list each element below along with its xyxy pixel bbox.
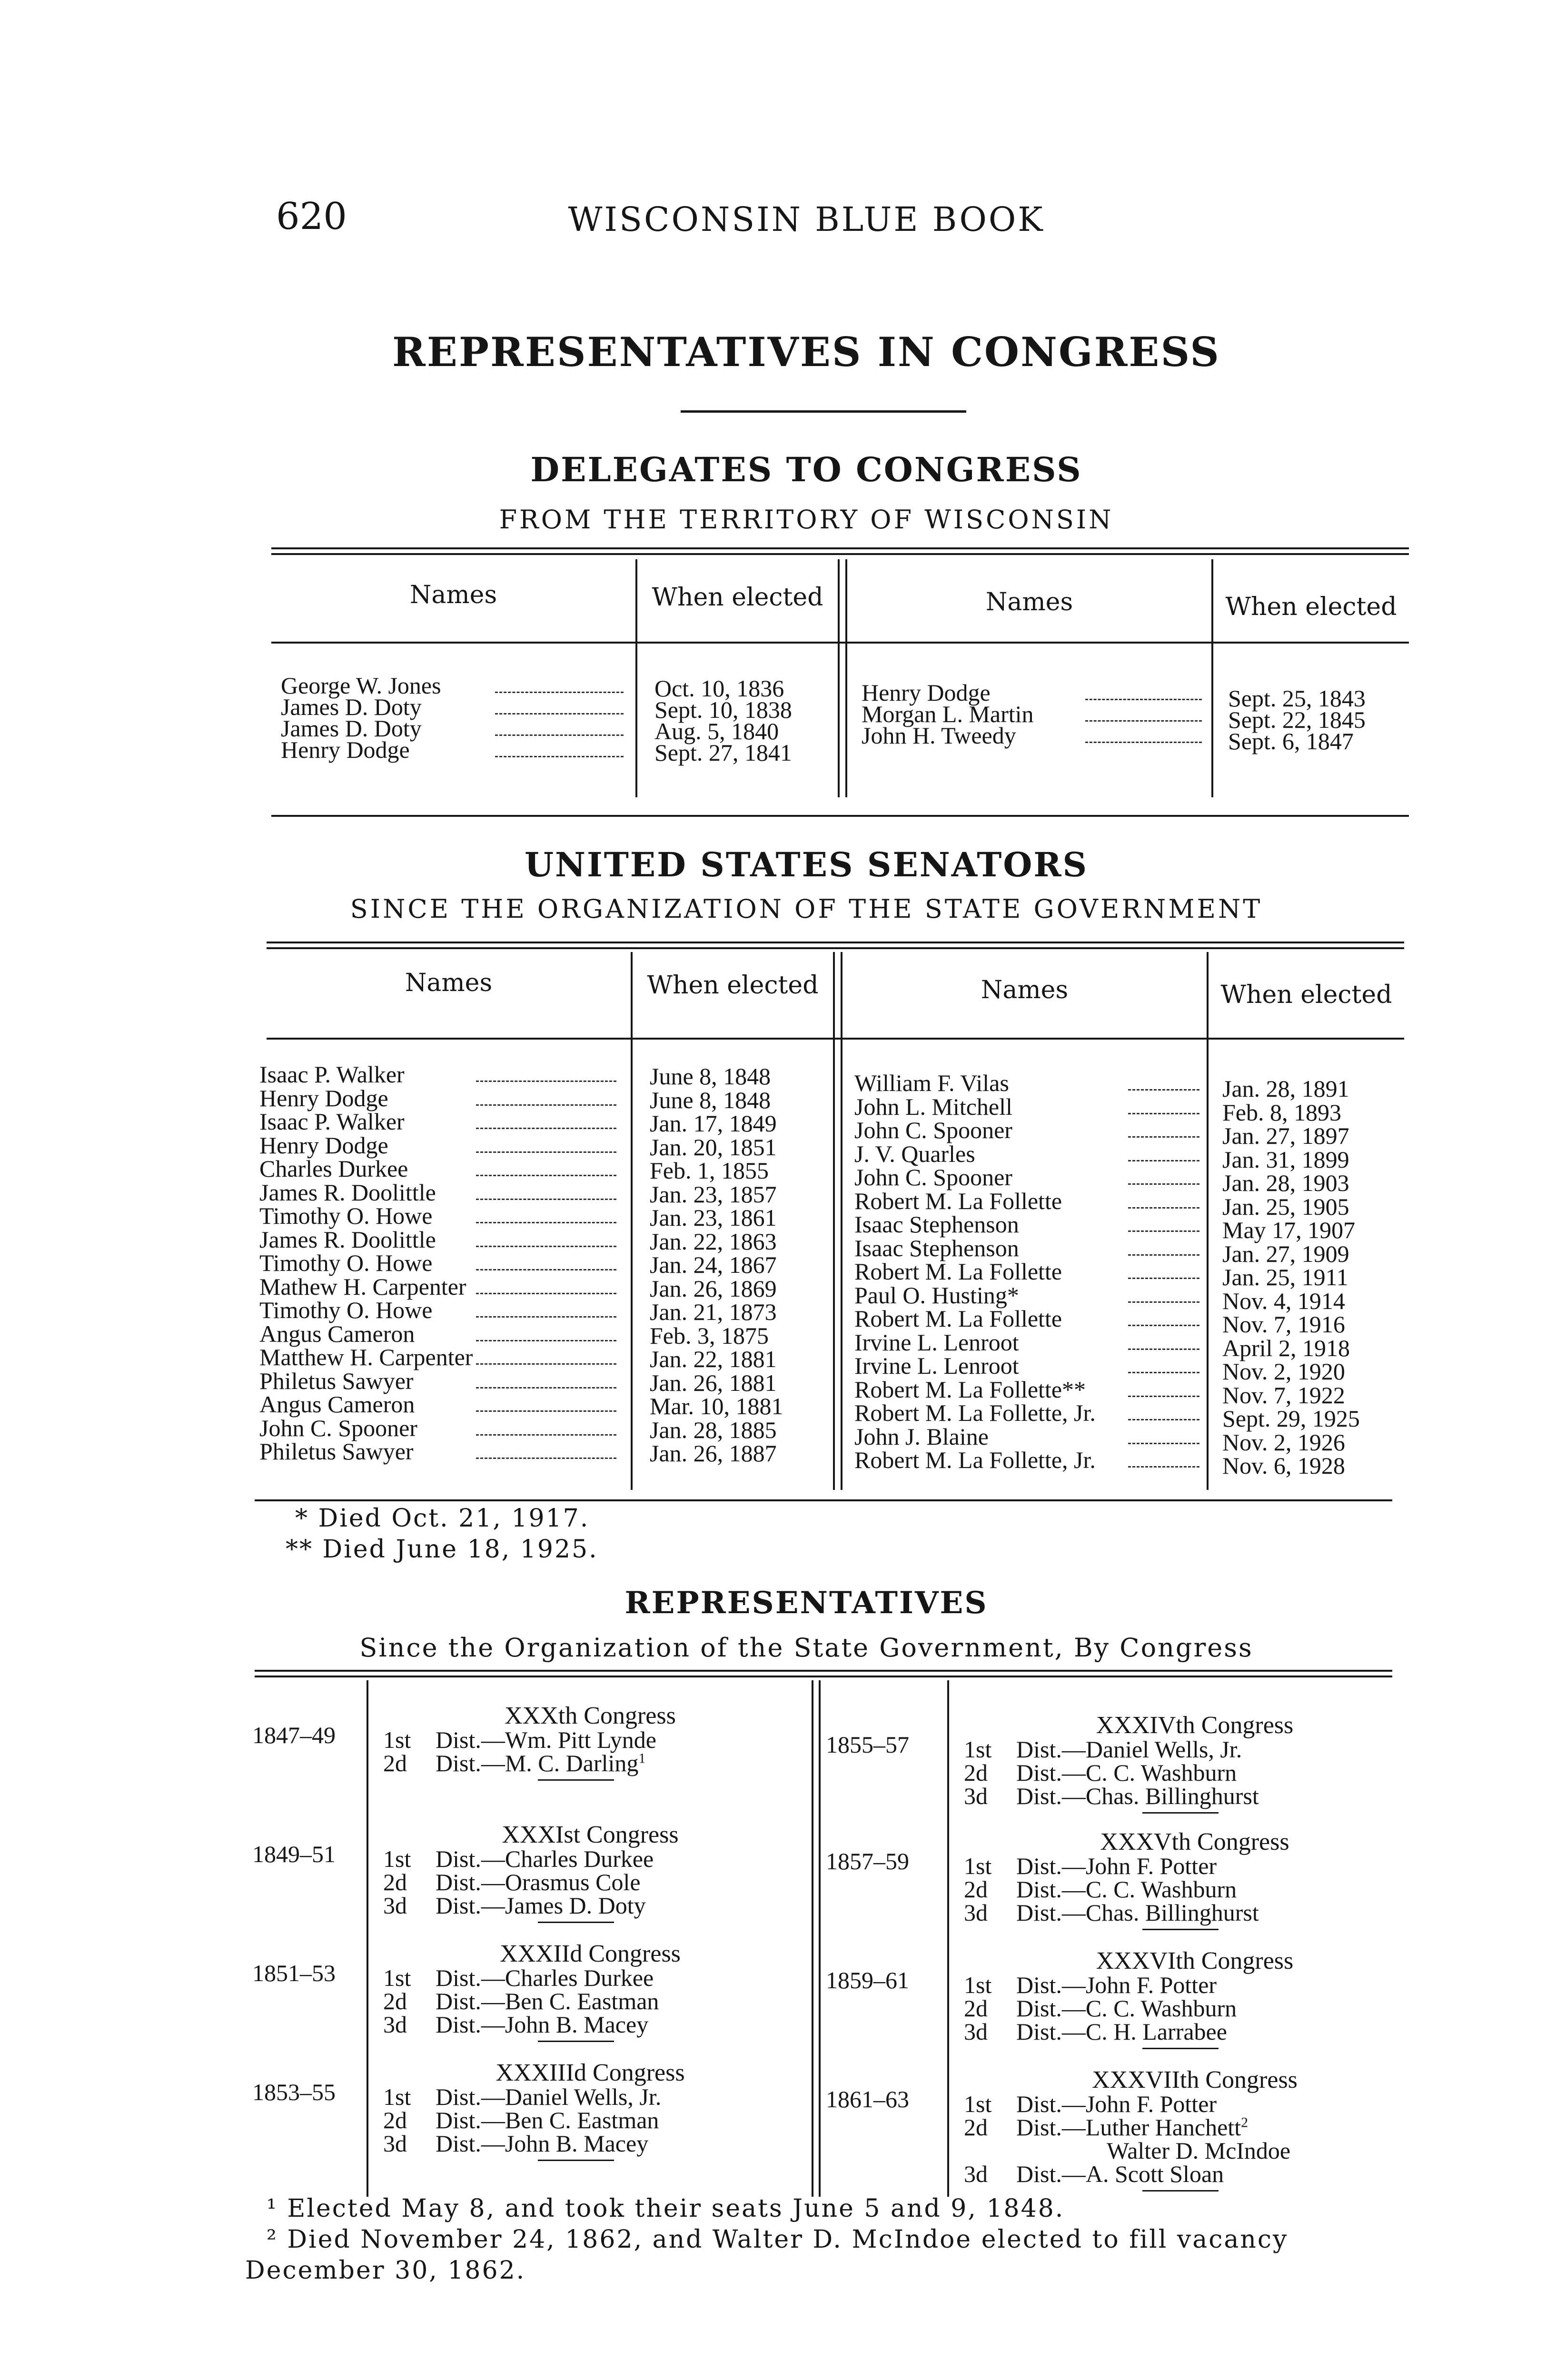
leader-dots	[476, 1175, 616, 1176]
senator-name: William F. Vilas	[854, 1070, 1009, 1096]
leader-dots	[476, 1222, 616, 1223]
senator-name: Robert M. La Follette	[854, 1258, 1062, 1285]
district-number: 2d	[383, 1988, 407, 2014]
senator-name: Philetus Sawyer	[259, 1367, 414, 1394]
senator-name: Henry Dodge	[259, 1084, 388, 1111]
senator-date: Nov. 7, 1922	[1222, 1381, 1345, 1408]
senators-col-elected-left: When elected	[647, 971, 819, 1000]
leader-dots	[1128, 1160, 1199, 1161]
delegates-subtitle: FROM THE TERRITORY OF WISCONSIN	[499, 505, 1114, 535]
leader-dots	[1128, 1419, 1199, 1420]
reps-footnote-2: ² Died November 24, 1862, and Walter D. McIndoe elected to fill vacancy	[267, 2225, 1288, 2254]
leader-dots	[476, 1269, 616, 1270]
senator-name: Timothy O. Howe	[259, 1202, 433, 1229]
senator-date: Mar. 10, 1881	[650, 1393, 783, 1419]
leader-dots	[1128, 1230, 1199, 1232]
representative-name: Dist.—Ben C. Eastman	[436, 2107, 659, 2133]
senator-name: Isaac P. Walker	[259, 1061, 405, 1088]
district-number: 3d	[964, 1899, 988, 1926]
district-number: 1st	[964, 1736, 992, 1763]
footnote-marker: 2	[1241, 2114, 1249, 2131]
representative-name: Dist.—Daniel Wells, Jr.	[1016, 1736, 1242, 1763]
district-representative	[1016, 1761, 1237, 1785]
district-number: 2d	[964, 2114, 988, 2141]
delegate-name: Henry Dodge	[862, 679, 991, 706]
representative-name: Dist.—John F. Potter	[1016, 2091, 1217, 2117]
block-divider	[538, 1922, 614, 1923]
senator-name: Isaac Stephenson	[854, 1234, 1019, 1261]
congress-years: 1857–59	[826, 1848, 909, 1874]
senator-date: June 8, 1848	[650, 1086, 771, 1113]
district-representative	[436, 2132, 648, 2155]
senator-date: Jan. 20, 1851	[650, 1133, 777, 1160]
page-number: 620	[276, 195, 347, 238]
delegate-name: James D. Doty	[281, 694, 422, 720]
title-divider	[681, 410, 966, 413]
senator-name: J. V. Quarles	[854, 1140, 975, 1167]
senator-date: Jan. 26, 1869	[650, 1275, 777, 1302]
district-representative	[436, 1751, 645, 1775]
senator-date: Jan. 27, 1909	[1222, 1240, 1349, 1267]
congress-heading: XXXIVth Congress	[1096, 1712, 1294, 1739]
leader-dots	[1128, 1466, 1199, 1468]
senator-name: Matthew H. Carpenter	[259, 1344, 473, 1370]
congress-heading: XXXIst Congress	[502, 1821, 679, 1848]
representative-name: Dist.—A. Scott Sloan	[1016, 2161, 1224, 2187]
district-representative	[436, 1870, 641, 1894]
senator-name: Robert M. La Follette	[854, 1187, 1062, 1214]
senators-title: UNITED STATES SENATORS	[524, 845, 1089, 884]
delegate-name: Henry Dodge	[281, 736, 410, 763]
senator-date: Jan. 26, 1881	[650, 1369, 777, 1396]
leader-dots	[476, 1340, 616, 1341]
delegate-date: Sept. 25, 1843	[1228, 685, 1366, 712]
district-representative	[1016, 1877, 1237, 1901]
senator-name: Robert M. La Follette**	[854, 1376, 1086, 1403]
leader-dots	[495, 692, 624, 693]
district-number: 3d	[964, 1783, 988, 1809]
leader-dots	[495, 734, 624, 736]
representative-name: Dist.—M. C. Darling	[436, 1750, 639, 1776]
block-divider	[538, 2041, 614, 2042]
representative-name: Dist.—Chas. Billinghurst	[1016, 1783, 1259, 1809]
running-head: WISCONSIN BLUE BOOK	[568, 200, 1045, 239]
senator-name: Isaac Stephenson	[854, 1211, 1019, 1238]
senator-date: Nov. 4, 1914	[1222, 1287, 1345, 1314]
district-representative	[1016, 2115, 1248, 2139]
district-representative	[1016, 1901, 1259, 1924]
senator-date: April 2, 1918	[1222, 1334, 1350, 1361]
representative-name: Dist.—C. C. Washburn	[1016, 1995, 1237, 2022]
senator-name: Angus Cameron	[259, 1391, 415, 1418]
senator-date: Jan. 22, 1881	[650, 1346, 777, 1372]
district-number: 1st	[383, 1726, 411, 1753]
congress-years: 1859–61	[826, 1967, 909, 1993]
district-representative	[436, 1728, 656, 1752]
senator-date: Jan. 17, 1849	[650, 1110, 777, 1137]
district-number: 3d	[383, 2130, 407, 2157]
senator-date: Feb. 1, 1855	[650, 1157, 769, 1184]
representative-name: Dist.—John B. Macey	[436, 2011, 649, 2038]
senators-col-names-left: Names	[405, 969, 493, 997]
senator-date: Jan. 28, 1903	[1222, 1170, 1349, 1196]
delegate-name: John H. Tweedy	[862, 722, 1016, 749]
district-number: 3d	[964, 2018, 988, 2045]
delegate-date: Oct. 10, 1836	[654, 675, 784, 702]
leader-dots	[476, 1081, 616, 1082]
leader-dots	[476, 1316, 616, 1318]
district-number: 2d	[964, 1759, 988, 1786]
leader-dots	[1128, 1278, 1199, 1279]
delegate-date: Aug. 5, 1840	[654, 718, 779, 744]
block-divider	[1142, 1929, 1219, 1930]
delegates-col-names-left: Names	[409, 581, 497, 609]
district-representative	[1016, 1996, 1237, 2020]
congress-heading: XXXVIIth Congress	[1092, 2066, 1298, 2093]
senator-name: John C. Spooner	[854, 1117, 1012, 1143]
representative-name: Dist.—Daniel Wells, Jr.	[436, 2083, 662, 2110]
district-representative	[1016, 1737, 1242, 1761]
district-number: 1st	[383, 1964, 411, 1991]
senator-date: May 17, 1907	[1222, 1217, 1356, 1243]
senator-date: Nov. 2, 1920	[1222, 1358, 1345, 1385]
leader-dots	[476, 1434, 616, 1436]
leader-dots	[1128, 1136, 1199, 1138]
leader-dots	[1085, 742, 1202, 743]
delegate-date: Sept. 6, 1847	[1228, 728, 1354, 754]
district-number: 2d	[383, 1750, 407, 1776]
senator-name: Mathew H. Carpenter	[259, 1273, 466, 1300]
block-divider	[1142, 1812, 1219, 1814]
reps-footnote-3: December 30, 1862.	[245, 2256, 526, 2285]
senator-date: June 8, 1848	[650, 1063, 771, 1090]
senator-name: Paul O. Husting*	[854, 1281, 1019, 1309]
leader-dots	[476, 1410, 616, 1412]
district-number: 1st	[964, 1853, 992, 1879]
senator-date: Jan. 28, 1885	[650, 1416, 777, 1443]
district-number: 1st	[964, 2091, 992, 2117]
congress-years: 1849–51	[252, 1841, 336, 1867]
delegate-date: Sept. 27, 1841	[654, 739, 792, 766]
district-representative	[436, 2085, 661, 2109]
leader-dots	[1085, 699, 1202, 700]
representative-name: Dist.—James D. Doty	[436, 1892, 646, 1919]
senator-date: Jan. 28, 1891	[1222, 1075, 1349, 1102]
district-representative	[436, 2013, 648, 2036]
district-number: 2d	[964, 1995, 988, 2022]
leader-dots	[495, 756, 624, 757]
senator-name: Timothy O. Howe	[259, 1250, 433, 1276]
block-divider	[1142, 2048, 1219, 2049]
congress-years: 1847–49	[252, 1722, 336, 1748]
district-number: 2d	[964, 1876, 988, 1903]
senator-name: Isaac P. Walker	[259, 1108, 405, 1135]
leader-dots	[1128, 1325, 1199, 1326]
senator-name: John L. Mitchell	[854, 1093, 1012, 1120]
leader-dots	[1128, 1396, 1199, 1397]
block-divider	[538, 1779, 614, 1781]
district-representative	[436, 1847, 654, 1871]
senator-date: Sept. 29, 1925	[1222, 1405, 1360, 1432]
representative-name: Dist.—Ben C. Eastman	[436, 1988, 659, 2014]
district-representative	[1016, 2020, 1227, 2043]
senator-date: Jan. 27, 1897	[1222, 1122, 1349, 1149]
district-representative	[436, 2108, 659, 2132]
senator-name: John C. Spooner	[854, 1164, 1012, 1190]
reps-footnote-1: ¹ Elected May 8, and took their seats June 5 and 9, 1848.	[267, 2194, 1065, 2223]
representative-name: Dist.—John F. Potter	[1016, 1972, 1217, 1998]
footnote-marker: 1	[638, 1750, 646, 1766]
congress-heading: XXXVth Congress	[1100, 1828, 1289, 1855]
delegates-col-elected-right: When elected	[1225, 593, 1397, 621]
senator-date: Nov. 6, 1928	[1222, 1452, 1345, 1479]
delegate-name: James D. Doty	[281, 715, 422, 742]
leader-dots	[1128, 1113, 1199, 1114]
leader-dots	[1128, 1372, 1199, 1373]
senator-name: James R. Doolittle	[259, 1226, 436, 1253]
district-number: 3d	[383, 2011, 407, 2038]
senators-footnote-1: * Died Oct. 21, 1917.	[295, 1504, 590, 1533]
representative-name: Dist.—C. C. Washburn	[1016, 1876, 1237, 1903]
congress-years: 1855–57	[826, 1731, 909, 1758]
representative-name: Dist.—John B. Macey	[436, 2130, 649, 2157]
senator-name: Timothy O. Howe	[259, 1297, 433, 1323]
leader-dots	[1128, 1254, 1199, 1256]
page-title: REPRESENTATIVES IN CONGRESS	[392, 328, 1220, 376]
district-number: 3d	[964, 2161, 988, 2187]
senator-date: Nov. 7, 1916	[1222, 1311, 1345, 1338]
senators-col-elected-right: When elected	[1220, 981, 1392, 1009]
senator-name: Robert M. La Follette	[854, 1305, 1062, 1332]
leader-dots	[476, 1199, 616, 1200]
leader-dots	[1128, 1089, 1199, 1091]
leader-dots	[476, 1151, 616, 1153]
senators-col-names-right: Names	[981, 976, 1069, 1004]
representative-name: Dist.—Charles Durkee	[436, 1845, 654, 1872]
congress-years: 1851–53	[252, 1960, 336, 1986]
delegates-col-elected-left: When elected	[652, 583, 823, 612]
senator-name: Angus Cameron	[259, 1320, 415, 1347]
leader-dots	[476, 1128, 616, 1129]
district-representative	[436, 1989, 659, 2013]
senator-date: Jan. 22, 1863	[650, 1228, 777, 1255]
leader-dots	[1128, 1443, 1199, 1444]
representative-name: Dist.—C. H. Larrabee	[1016, 2018, 1227, 2045]
district-representative	[436, 1894, 646, 1917]
leader-dots	[476, 1458, 616, 1459]
representative-name: Dist.—C. C. Washburn	[1016, 1759, 1237, 1786]
representative-name: Dist.—Charles Durkee	[436, 1964, 654, 1991]
senator-date: Nov. 2, 1926	[1222, 1428, 1345, 1456]
leader-dots	[1128, 1301, 1199, 1303]
senators-subtitle: SINCE THE ORGANIZATION OF THE STATE GOVERNMENT	[350, 894, 1263, 924]
congress-heading: XXXIId Congress	[500, 1940, 681, 1967]
senator-name: Henry Dodge	[259, 1131, 388, 1159]
senator-date: Jan. 25, 1905	[1222, 1193, 1349, 1220]
representatives-title: REPRESENTATIVES	[624, 1585, 988, 1621]
senator-name: James R. Doolittle	[259, 1179, 436, 1206]
district-representative	[436, 1966, 654, 1990]
block-divider	[1142, 2190, 1219, 2192]
leader-dots	[476, 1363, 616, 1365]
leader-dots	[1085, 720, 1202, 722]
senator-date: Jan. 31, 1899	[1222, 1146, 1349, 1173]
representatives-subtitle: Since the Organization of the State Government, By Congress	[359, 1633, 1253, 1663]
leader-dots	[476, 1387, 616, 1388]
district-representative	[1016, 1854, 1217, 1878]
senator-name: Charles Durkee	[259, 1155, 408, 1182]
congress-heading: XXXIIId Congress	[496, 2059, 685, 2086]
delegate-name: Morgan L. Martin	[862, 701, 1034, 727]
leader-dots	[476, 1293, 616, 1294]
district-number: 2d	[383, 2107, 407, 2133]
district-number: 1st	[383, 2083, 411, 2110]
congress-heading: XXXVIth Congress	[1096, 1947, 1294, 1974]
senator-date: Jan. 21, 1873	[650, 1299, 777, 1325]
leader-dots	[1128, 1207, 1199, 1209]
congress-years: 1853–55	[252, 2079, 336, 2105]
delegate-date: Sept. 22, 1845	[1228, 706, 1366, 733]
representative-name: Dist.—Luther Hanchett	[1016, 2114, 1241, 2141]
leader-dots	[495, 713, 624, 714]
leader-dots	[476, 1246, 616, 1247]
senator-date: Jan. 25, 1911	[1222, 1264, 1348, 1290]
representative-name: Dist.—Chas. Billinghurst	[1016, 1899, 1259, 1926]
district-representative	[1016, 2162, 1224, 2186]
block-divider	[538, 2160, 614, 2161]
delegates-col-names-right: Names	[985, 588, 1073, 616]
district-number: 1st	[383, 1845, 411, 1872]
senator-name: Philetus Sawyer	[259, 1438, 414, 1465]
district-number: 2d	[383, 1869, 407, 1895]
delegate-name: George W. Jones	[281, 672, 441, 699]
senator-date: Jan. 24, 1867	[650, 1251, 777, 1278]
delegates-title: DELEGATES TO CONGRESS	[530, 450, 1082, 489]
senator-name: Irvine L. Lenroot	[854, 1329, 1019, 1356]
leader-dots	[476, 1104, 616, 1106]
senator-name: Robert M. La Follette, Jr.	[854, 1399, 1096, 1426]
district-representative	[1016, 1973, 1217, 1997]
senator-name: John C. Spooner	[259, 1414, 417, 1441]
senator-date: Feb. 3, 1875	[650, 1322, 769, 1349]
congress-years: 1861–63	[826, 2086, 909, 2112]
district-number: 1st	[964, 1972, 992, 1998]
leader-dots	[1128, 1349, 1199, 1350]
district-representative	[1107, 2139, 1290, 2162]
senators-footnote-2: ** Died June 18, 1925.	[286, 1535, 598, 1564]
delegate-date: Sept. 10, 1838	[654, 696, 792, 723]
senator-name: Irvine L. Lenroot	[854, 1352, 1019, 1379]
representative-name: Walter D. McIndoe	[1107, 2137, 1291, 2164]
district-representative	[1016, 2092, 1217, 2116]
representative-name: Dist.—Orasmus Cole	[436, 1869, 641, 1895]
senator-name: John J. Blaine	[854, 1423, 989, 1450]
representative-name: Dist.—Wm. Pitt Lynde	[436, 1726, 656, 1753]
senator-name: Robert M. La Follette, Jr.	[854, 1447, 1096, 1473]
district-representative	[1016, 1784, 1259, 1808]
senator-date: Jan. 23, 1861	[650, 1204, 777, 1231]
senator-date: Feb. 8, 1893	[1222, 1099, 1341, 1126]
senator-date: Jan. 26, 1887	[650, 1440, 777, 1467]
leader-dots	[1128, 1183, 1199, 1185]
representative-name: Dist.—John F. Potter	[1016, 1853, 1217, 1879]
district-number: 3d	[383, 1892, 407, 1919]
senator-date: Jan. 23, 1857	[650, 1180, 777, 1208]
congress-heading: XXXth Congress	[505, 1702, 676, 1729]
